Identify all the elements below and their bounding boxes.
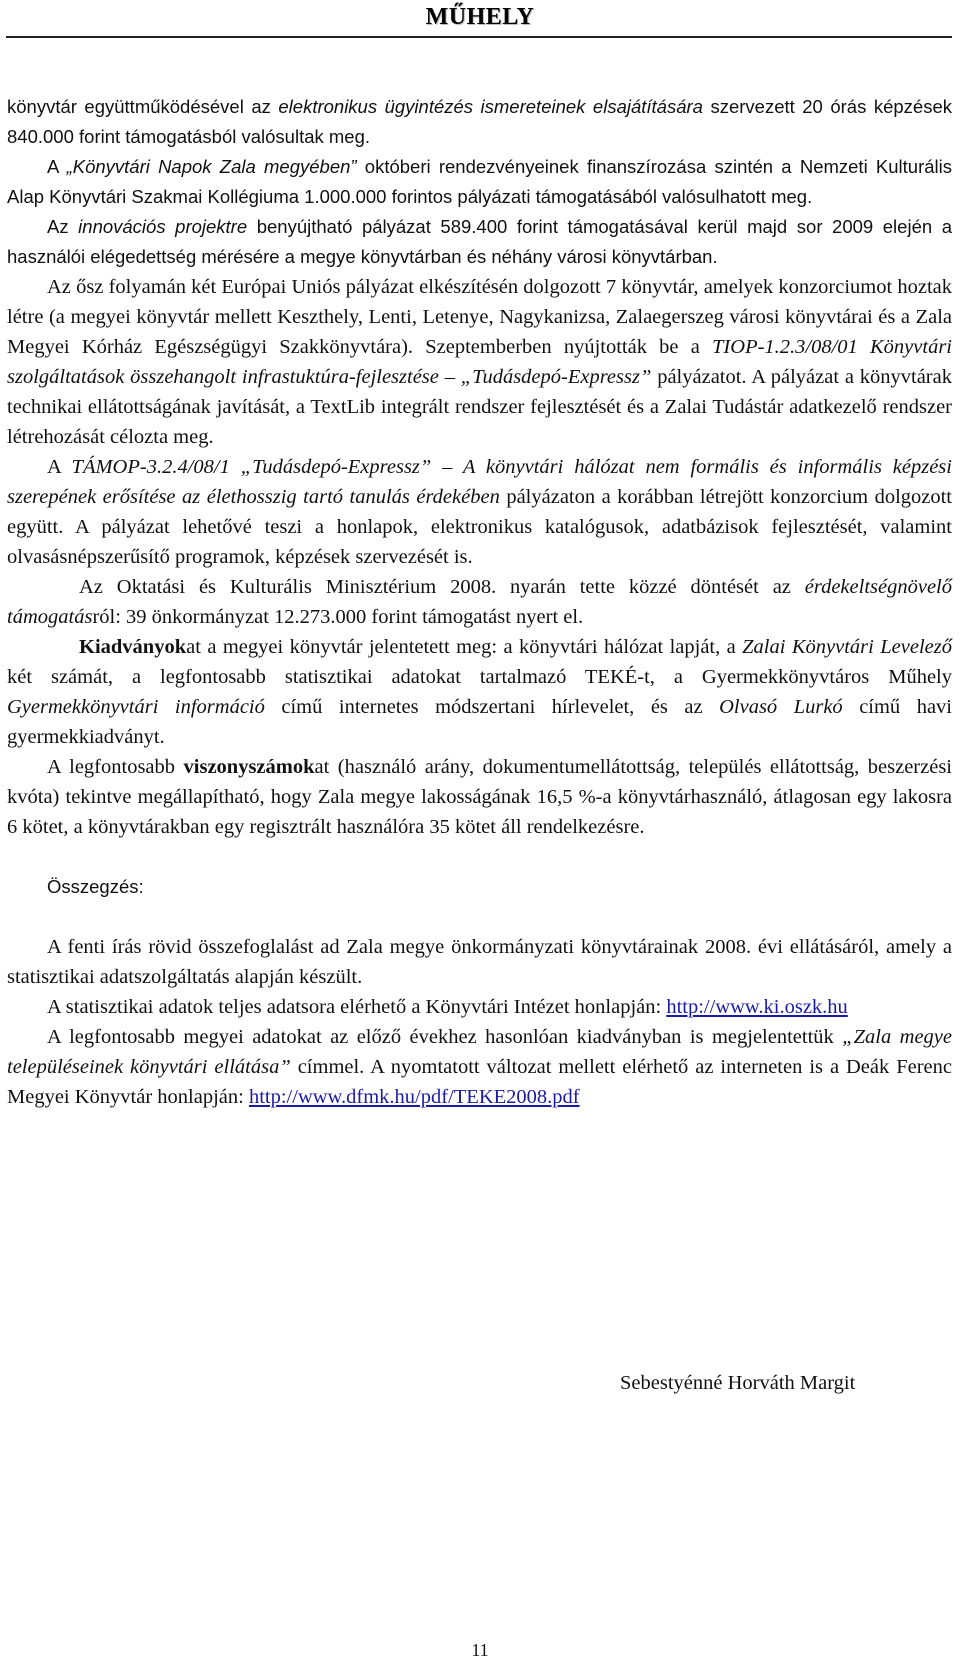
text-run: szervezett 20 órás képzések 840.000 forint támogatásból valósultak meg. xyxy=(7,96,952,147)
italic-text-run: innovációs projektre xyxy=(78,216,248,237)
page-number: 11 xyxy=(471,1640,489,1660)
header-divider xyxy=(6,36,952,38)
text-run: Az ősz folyamán két Európai Uniós pályázat elkészítésén dolgozott 7 könyvtár, amelyek konzorciumot hoztak létre (a megyei könyvtár mellett Keszthely, Lenti, Letenye, Nagykanizsa, Zalaegerszeg városi könyvtárai és a Zala Megyei Kórház Egészségügyi Szakkönyvtára). Szeptemberben nyújtották be a xyxy=(7,276,952,358)
italic-text-run: TIOP-1.2.3/08/01 Könyvtári szolgáltatások összehangolt infrastuktúra-fejlesztése – „Tudásdepó-Expressz” xyxy=(7,336,952,388)
text-run: A xyxy=(47,156,67,177)
paragraph-publications xyxy=(7,632,952,752)
text-run: benyújtható pályázat 589.400 forint támogatásával kerül majd sor 2009 elején a használói elégedettség mérésére a megye könyvtárban és néhány városi könyvtárban. xyxy=(7,216,953,267)
paragraph-tamop-tender xyxy=(7,452,952,572)
paragraph-statistics-source xyxy=(7,992,952,1022)
bold-text-run: Kiadványok xyxy=(79,636,187,658)
text-run: Az xyxy=(47,216,79,237)
paragraph-e-government-training xyxy=(7,92,952,152)
text-run: címmel. A nyomtatott változat mellett elérhető az interneten is a Deák Ferenc Megyei Könyvtár honlapján: xyxy=(7,1056,952,1108)
text-run: pályázaton a korábban létrejött konzorcium dolgozott együtt. A pályázat lehetővé teszi a honlapok, elektronikus katalógusok, adatbázisok fejlesztését, valamint olvasásnépszerűsítő programok, képzések szervezését is. xyxy=(7,486,953,568)
text-run: pályázatot. A pályázat a könyvtárak technikai ellátottságának javítását, a TextLib integrált rendszer fejlesztését és a Zalai Tudástár adatkezelő rendszer létrehozását célozta meg. xyxy=(7,366,952,448)
italic-text-run: Gyermekkönyvtári információ xyxy=(7,696,265,718)
ki-oszk-link[interactable]: http://www.ki.oszk.hu xyxy=(666,996,848,1018)
paragraph-library-days xyxy=(7,152,952,212)
paragraph-key-ratios xyxy=(7,752,952,842)
text-run: A xyxy=(47,456,72,478)
text-run: októberi rendezvényeinek finanszírozása szintén a Nemzeti Kulturális Alap Könyvtári Szakmai Kollégiuma 1.000.000 forintos pályázati támogatásából valósulhatott meg. xyxy=(7,156,952,207)
text-run: két számát, a legfontosabb statisztikai adatokat tartalmazó TEKÉ-t, a Gyermekkönyvtáros Műhely xyxy=(7,666,952,688)
text-run: at (használó arány, dokumentumellátottság, település ellátottság, beszerzési kvóta) tekintve megállapítható, hogy Zala megye lakosságának 16,5 %-a könyvtárhasználó, átlagosan egy lakosra 6 kötet, a könyvtárakban egy regisztrált használóra 35 kötet áll rendelkezésre. xyxy=(7,756,952,838)
text-run: at a megyei könyvtár jelentetett meg: a könyvtári hálózat lapját, a xyxy=(186,636,743,658)
italic-text-run: elektronikus ügyintézés ismereteinek elsajátítására xyxy=(278,96,703,117)
text-run: című internetes módszertani hírlevelet, és az xyxy=(264,696,720,718)
page-header-title: MŰHELY xyxy=(425,4,535,30)
italic-text-run: érdekeltségnövelő támogatás xyxy=(7,576,952,628)
text-run: Az Oktatási és Kulturális Minisztérium 2008. nyarán tette közzé döntését az xyxy=(79,576,805,598)
text-run: A legfontosabb xyxy=(47,756,184,778)
paragraph-innovation-project xyxy=(7,212,952,272)
paragraph-eu-tender xyxy=(7,272,952,452)
text-run: A legfontosabb megyei adatokat az előző évekhez hasonlóan kiadványban is megjelentettük xyxy=(47,1026,843,1048)
text-run: ról: 39 önkormányzat 12.273.000 forint támogatást nyert el. xyxy=(92,606,584,628)
document-body xyxy=(7,92,952,1112)
text-run: könyvtár együttműködésével az xyxy=(7,96,279,117)
italic-text-run: Zalai Könyvtári Levelező xyxy=(742,636,952,658)
italic-text-run: „Könyvtári Napok Zala megyében” xyxy=(66,156,357,177)
text-run: A statisztikai adatok teljes adatsora elérhető a Könyvtári Intézet honlapján: xyxy=(47,996,667,1018)
author-signature: Sebestyénné Horváth Margit xyxy=(620,1372,856,1394)
italic-text-run: „Zala megye településeinek könyvtári ellátása” xyxy=(7,1026,953,1078)
paragraph-summary: A fenti írás rövid összefoglalást ad Zala megye önkormányzati könyvtárainak 2008. évi ellátásáról, amely a statisztikai adatszolgáltatás alapján készült. xyxy=(7,936,952,988)
paragraph-ministry-support xyxy=(7,572,952,632)
italic-text-run: TÁMOP-3.2.4/08/1 „Tudásdepó-Expressz” – A könyvtári hálózat nem formális és informális képzési szerepének erősítése az élethosszig tartó tanulás érdekében xyxy=(7,456,952,508)
italic-text-run: Olvasó Lurkó xyxy=(719,696,843,718)
bold-text-run: viszonyszámok xyxy=(183,756,315,778)
paragraph-county-publication xyxy=(7,1022,952,1112)
text-run: című havi gyermekkiadványt. xyxy=(7,696,952,748)
summary-heading: Összegzés: xyxy=(47,876,144,897)
dfmk-teke-pdf-link[interactable]: http://www.dfmk.hu/pdf/TEKE2008.pdf xyxy=(248,1086,580,1108)
